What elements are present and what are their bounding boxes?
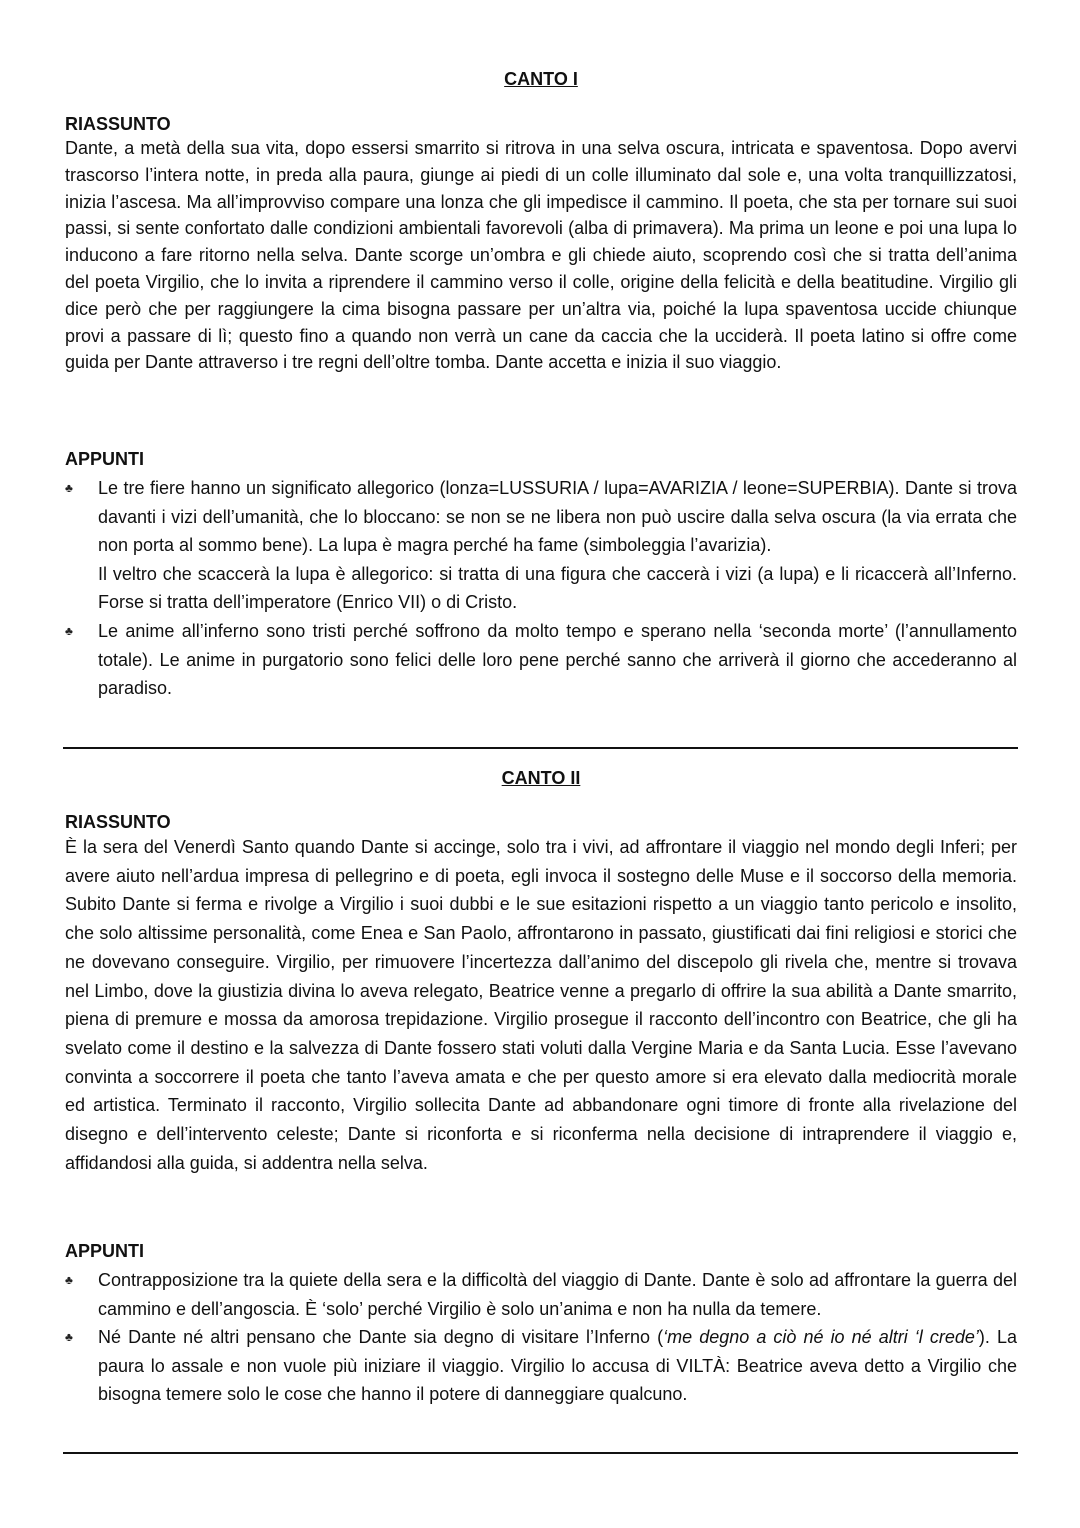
canto1-note1-extra: Il veltro che scaccerà la lupa è allegorico: si tratta di una figura che caccerà i vizi (a lupa) e li ricaccerà all’Inferno. Forse si tratta dell’imperatore (Enrico VII) o di Cristo. xyxy=(98,563,1017,613)
canto2-note2-text-a: Né Dante né altri pensano che Dante sia degno di visitare l’Inferno ( xyxy=(98,1327,664,1348)
canto2-note2-quote: ‘me degno a ciò né io né altri ‘l crede’ xyxy=(663,1327,979,1348)
canto2-summary-text: È la sera del Venerdì Santo quando Dante si accinge, solo tra i vivi, ad affrontare il viaggio nel mondo degli Inferi; per avere aiuto nell’ardua impresa di pellegrino e di poeta, egli invoca il sostegno delle Muse e il soccorso della memoria. Subito Dante si ferma e rivolge a Virgilio i suoi dubbi e le sue esitazioni rispetto a un viaggio tanto pericolo e insolito, che solo altissime personalità, come Enea e San Paolo, affrontarono in passato, giustificati dai fini religiosi e storici che ne dovevano conseguire. Virgilio, per rimuovere l’incertezza dall’animo del discepolo gli rivela che, mentre si trovava nel Limbo, dove la giustizia divina lo aveva relegato, Beatrice venne a pregarlo di offrire la sua abilità a Dante smarrito, piena di premure e mossa da amorosa trepidazione. Virgilio prosegue il racconto dell’incontro con Beatrice, che gli ha svelato come il destino e la salvezza di Dante fossero stati voluti dalla Vergine Maria e da Santa Lucia. Esse l’avevano convinta a soccorrere il poeta che tanto l’aveva amata e che per questo amore si era elevato dalla mediocrità morale ed artistica. Terminato il racconto, Virgilio sollecita Dante ad abbandonare ogni timore di fronte alla rivelazione del disegno e dell’intervento celeste; Dante si riconforta e si riconferma nella decisione di intraprendere il viaggio e, affidandosi alla guida, si addentra nella selva. xyxy=(65,837,1017,1173)
canto1-summary-text: Dante, a metà della sua vita, dopo essersi smarrito si ritrova in una selva oscura, intricata e spaventosa. Dopo avervi trascorso l’intera notte, in preda alla paura, giunge ai piedi di un colle illuminato dal sole e, una volta tranquillizzatosi, inizia l’ascesa. Ma all’improvviso compare una lonza che gli impedisce il cammino. Il poeta, che sta per tornare sui suoi passi, si sente confortato dalle condizioni ambientali favorevoli (alba di primavera). Ma prima un leone e poi una lupa lo inducono a fare ritorno nella selva. Dante scorge un’ombra e gli chiede aiuto, scoprendo così che si tratta dell’anima del poeta Virgilio, che lo invita a riprendere il cammino verso il colle, origine della felicità e della beatitudine. Virgilio gli dice però che per raggiungere la cima bisogna passare per un’altra via, poiché la lupa spaventosa uccide chiunque provi a passare di lì; questo fino a quando non verrà un cane da caccia che la ucciderà. Il poeta latino si offre come guida per Dante attraverso i tre regni dell’oltre tomba. Dante accetta e inizia il suo viaggio. xyxy=(65,138,1017,373)
club-bullet-icon: ♣ xyxy=(65,481,73,495)
list-item xyxy=(65,1266,1017,1323)
canto2-title-block xyxy=(65,767,1017,789)
canto1-title-block xyxy=(65,68,1017,90)
list-item xyxy=(65,474,1017,617)
canto2-notes-list xyxy=(65,1266,1017,1409)
canto2-note2-text-b: ). La paura lo assale e non vuole più iniziare il viaggio. Virgilio lo accusa di VILTÀ: Beatrice aveva detto a Virgilio che bisogna temere solo le cose che hanno il potere di danneggiare qualcuno. xyxy=(98,1327,1017,1405)
canto1-title: CANTO I xyxy=(504,69,578,89)
canto2-notes-block xyxy=(65,1240,1017,1409)
section-divider xyxy=(63,1452,1018,1454)
list-item xyxy=(65,617,1017,703)
section-divider xyxy=(63,747,1018,749)
list-item xyxy=(65,1323,1017,1409)
club-bullet-icon: ♣ xyxy=(65,1273,73,1287)
canto1-note1-text: Le tre fiere hanno un significato allegorico (lonza=LUSSURIA / lupa=AVARIZIA / leone=SUPERBIA). Dante si trova davanti i vizi dell’umanità, che lo bloccano: se non se ne libera non può uscire dalla selva oscura (la via errata che non porta al sommo bene). La lupa è magra perché ha fame (simboleggia l’avarizia). xyxy=(98,478,1017,556)
canto2-notes-label: APPUNTI xyxy=(65,1241,145,1261)
canto2-note1-text: Contrapposizione tra la quiete della sera e la difficoltà del viaggio di Dante. Dante è solo ad affrontare la guerra del cammino e dell’angoscia. È ‘solo’ perché Virgilio è solo un’anima e non ha nulla da temere. xyxy=(98,1270,1017,1319)
club-bullet-icon: ♣ xyxy=(65,623,73,638)
canto2-summary-block xyxy=(65,811,1017,1177)
canto1-notes-block xyxy=(65,448,1017,703)
canto1-summary-block xyxy=(65,113,1017,376)
canto2-title: CANTO II xyxy=(501,768,581,788)
canto1-notes-label: APPUNTI xyxy=(65,449,145,469)
canto1-summary-label: RIASSUNTO xyxy=(65,114,171,134)
canto1-note2-text: Le anime all’inferno sono tristi perché soffrono da molto tempo e sperano nella ‘seconda morte’ (l’annullamento totale). Le anime in purgatorio sono felici delle loro pene perché sanno che arriverà il giorno che accederanno al paradiso. xyxy=(98,620,1017,699)
canto1-notes-list xyxy=(65,474,1017,703)
canto2-summary-label: RIASSUNTO xyxy=(65,812,171,832)
club-bullet-icon: ♣ xyxy=(65,1330,73,1345)
